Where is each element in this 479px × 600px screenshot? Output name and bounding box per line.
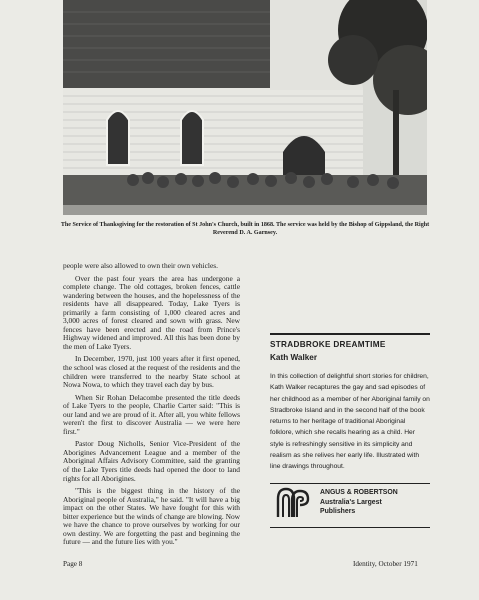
ad-top-rule <box>270 333 430 335</box>
ad-bottom-rule <box>270 483 430 484</box>
church-photo-illustration <box>63 0 427 215</box>
article-paragraph: people were also allowed to own their own vehicles. <box>63 261 218 270</box>
publisher-line: Publishers <box>320 508 356 516</box>
issue-line: Identity, October 1971 <box>353 560 418 568</box>
article-paragraph: Over the past four years the area has undergone a complete change. The old cottages, broken fences, cattle wandering between the houses, and the hopelessness of the residents have all disappeared. Today, Lake Tyers is primarily a farm consisting of 1,000 cleared acres and 3,000 acres of forest cleared and sown with grass. New fences have been erected and the road from Prince's Highway widened and improved. All this has been done by the men of Lake Tyers. <box>63 273 240 351</box>
book-advertisement <box>270 333 430 484</box>
ad-book-title: STRADBROKE DREAMTIME <box>270 340 386 349</box>
publisher-block <box>270 485 430 523</box>
article-paragraph: Pastor Doug Nicholls, Senior Vice-President of the Aborigines Advancement League and a member of the Aboriginal Affairs Advisory Committee, said the granting of the Lake Tyers title deeds had opened the door to land rights for all Aborigines. <box>63 439 240 483</box>
publisher-rule <box>270 527 430 528</box>
article-column <box>63 262 240 551</box>
photo-caption: The Service of Thanksgiving for the restoration of St John's Church, built in 1868. The service was held by the Bishop of Gippsland, the Right Reverend D. A. Garnsey. <box>60 222 430 236</box>
ad-description: In this collection of delightful short stories for children, Kath Walker recaptures the gay and sad episodes of her childhood as a member of her Aboriginal family on Stradbroke Island and in the second half of the book returns to her heritage of traditional Aboriginal folklore, which she recalls hearing as a child. Her style is refreshingly sensitive in its simplicity and realism as she relives her early life. Illustrated with line drawings throughout. <box>270 373 430 471</box>
church-photo <box>63 0 427 215</box>
publisher-logo-icon <box>276 487 310 519</box>
publisher-name <box>320 488 398 517</box>
page-number: Page 8 <box>63 560 83 568</box>
ad-author: Kath Walker <box>270 353 318 362</box>
publisher-line: ANGUS & ROBERTSON <box>320 489 398 496</box>
publisher-line: Australia's Largest <box>320 498 382 506</box>
article-paragraph: In December, 1970, just 100 years after it first opened, the school was closed at the request of the residents and the children were transferred to the nearby State school at Nowa Nowa, to which they travel each day by bus. <box>63 354 240 390</box>
article-paragraph: "This is the biggest thing in the history of the Aboriginal people of Australia," he said. "It will have a big impact on the other States. We have fought for this with bitter experience but the winds of change are blowing. Now we have the chance to prove ourselves by working for our own destiny. We are forgetting the past and beginning the future — and the future lies with you." <box>63 486 240 547</box>
article-paragraph: When Sir Rohan Delacombe presented the title deeds of Lake Tyers to the people, Charlie Carter said: "This is our land and we are proud of it. After all, you white fellows weren't the first to discover Australia — we were here first." <box>63 392 240 436</box>
